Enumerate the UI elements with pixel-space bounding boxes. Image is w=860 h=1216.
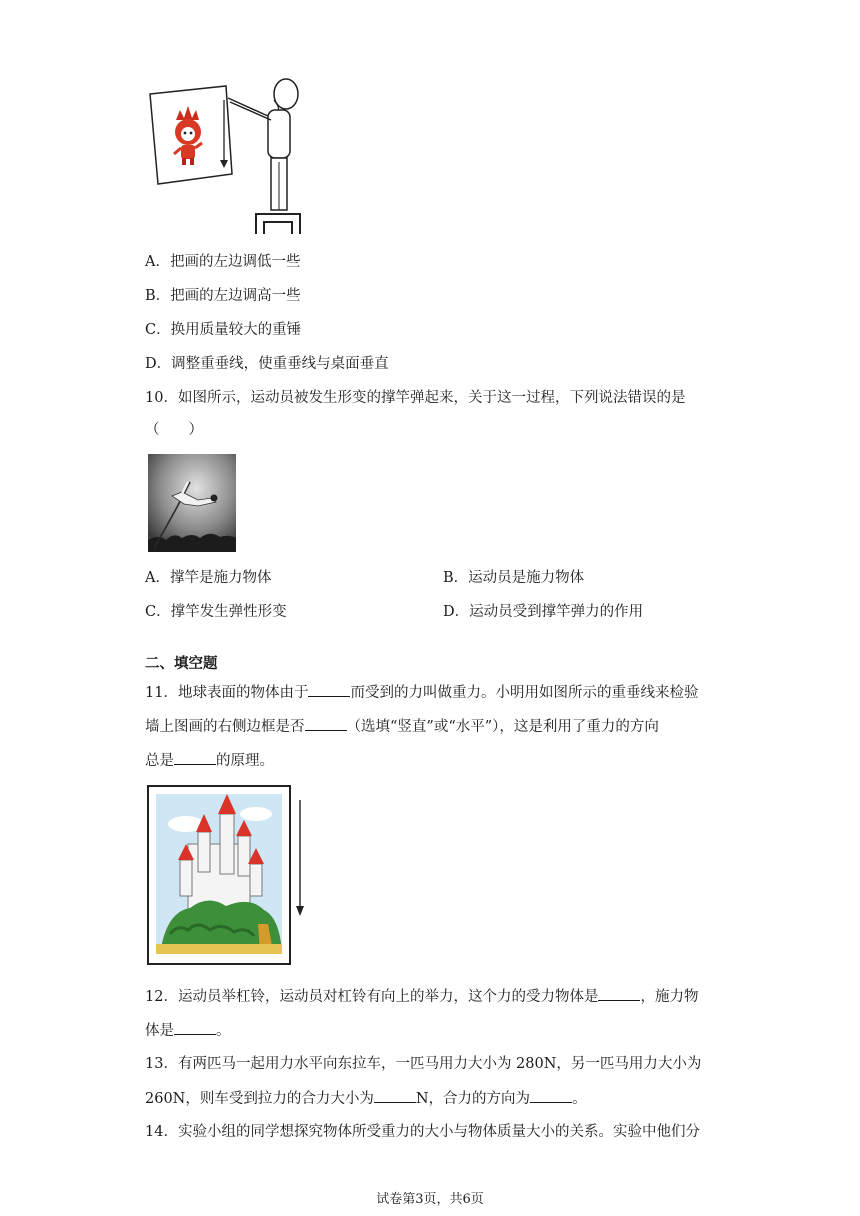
q10-option-c: C．撑竿发生弹性形变: [145, 604, 287, 620]
q10-option-d: D．运动员受到撑竿弹力的作用: [443, 604, 644, 620]
q9-option-c: C．换用质量较大的重锤: [145, 322, 302, 338]
answer-blank[interactable]: [530, 1088, 572, 1103]
q11-line1: 11．地球表面的物体由于 而受到的力叫做重力。小明用如图所示的重垂线来检验: [145, 682, 698, 703]
q12-line1: 12．运动员举杠铃，运动员对杠铃有向上的举力，这个力的受力物体是 ，施力物: [145, 986, 698, 1007]
plumb-line-figure: [148, 72, 308, 240]
answer-blank[interactable]: [174, 750, 216, 765]
q10-stem-line2: （ ）: [145, 422, 203, 438]
q13-line1: 13．有两匹马一起用力水平向东拉车，一匹马用力大小为 280N，另一匹马用力大小为: [145, 1056, 702, 1072]
answer-blank[interactable]: [305, 716, 347, 731]
pole-vault-photo: [148, 454, 236, 552]
q9-option-a: A．把画的左边调低一些: [145, 254, 301, 270]
q10-option-a: A．撑竿是施力物体: [145, 570, 272, 586]
page-footer: 试卷第3页，共6页: [376, 1192, 484, 1207]
answer-blank[interactable]: [598, 986, 640, 1001]
answer-blank[interactable]: [374, 1088, 416, 1103]
q10-stem-line1: 10．如图所示，运动员被发生形变的撑竿弹起来，关于这一过程，下列说法错误的是: [145, 390, 686, 406]
answer-blank[interactable]: [174, 1020, 216, 1035]
q10-option-b: B．运动员是施力物体: [443, 570, 585, 586]
answer-blank[interactable]: [308, 682, 350, 697]
section-title-fill-blank: 二、填空题: [145, 656, 218, 672]
q11-line2: 墙上图画的右侧边框是否 （选填“竖直”或“水平”），这是利用了重力的方向: [145, 716, 659, 737]
castle-picture-figure: [146, 784, 316, 968]
q14-line1: 14．实验小组的同学想探究物体所受重力的大小与物体质量大小的关系。实验中他们分: [145, 1124, 700, 1140]
q13-line2: 260N，则车受到拉力的合力大小为 N，合力的方向为 。: [145, 1088, 587, 1109]
q9-option-b: B．把画的左边调高一些: [145, 288, 301, 304]
q9-option-d: D．调整重垂线，使重垂线与桌面垂直: [145, 356, 389, 372]
q12-line2: 体是 。: [145, 1020, 231, 1041]
q11-line3: 总是 的原理。: [145, 750, 274, 771]
